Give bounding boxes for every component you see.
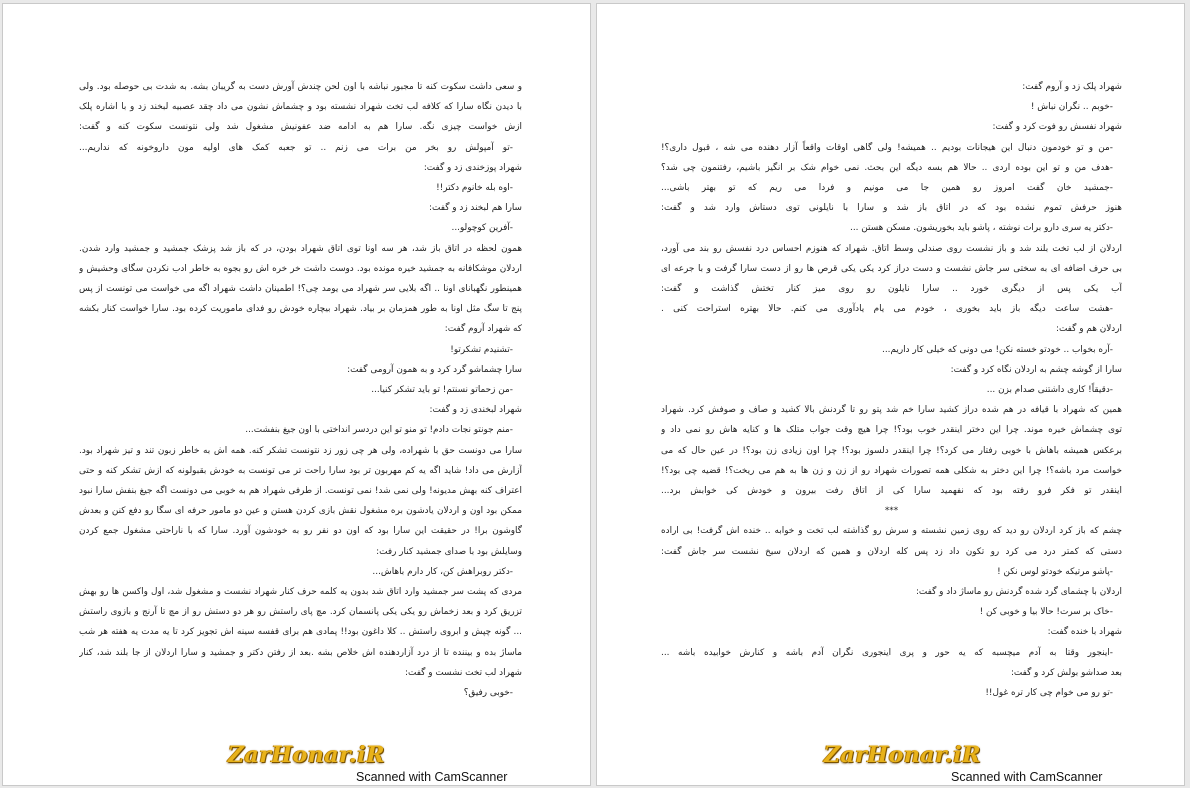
text-line: -دکتر یه سری دارو برات نوشته ، پاشو باید بخوریشون. مسکن هستن ...: [850, 223, 1113, 234]
text-line: -آره بخواب .. خودتو خسته نکن! می دونی که خیلی کار داریم...: [882, 344, 1113, 355]
text-line: -پاشو مرتیکه خودتو لوس نکن !: [997, 566, 1113, 577]
text-line: گاوشون برا! در حقیقت این سارا بود که اون دو نفر رو به خودشون آورد. سارا که با ناراحتی مشغول جمع کردن: [79, 526, 522, 537]
text-line: بعد صداشو بولش کرد و گفت:: [1010, 667, 1122, 678]
text-line: وسایلش بود با صدای جمشید کنار رفت:: [376, 546, 522, 557]
camscanner-footer: Scanned with CamScanner: [951, 770, 1103, 784]
text-line: اینقدر تو فکر فرو رفته بود که نفهمید سارا کی از اتاق رفت بیرون و خودش کی خوابش برد...: [661, 486, 1122, 497]
text-line: سارا از گوشه چشم به اردلان نگاه کرد و گفت:: [950, 364, 1122, 375]
text-line: -خاک بر سرت! حالا بیا و خوبی کن !: [979, 607, 1113, 618]
text-line: -اینجور وقتا به آدم میچسبه که یه حور و پری اینجوری نگران آدم باشه و کنارش خوابیده باشه ...: [661, 647, 1113, 658]
text-line: -جمشید خان گفت امروز رو همین جا می مونیم و فردا می ریم که تو بهتر باشی...: [661, 183, 1113, 194]
text-line: تزریق کرد و بعد زخماش رو یکی یکی پانسمان کرد. مچ پای راستش رو هر دو دستش رو از مچ تا آرنج و بازوی راستش: [79, 607, 522, 618]
text-line: -اوه بله خانوم دکتر!!: [436, 183, 513, 194]
page-text-left: [79, 77, 522, 703]
zarhonar-watermark-logo: ZarHonar.iR: [228, 742, 385, 768]
text-line: -هشت ساعت دیگه باز باید بخوری ، خودم می یام یادآوری می کنم. حالا بهتره استراحت کنی .: [661, 304, 1113, 315]
text-line: بی حرف اضافه ای به سختی سر جاش نشست و دست دراز کرد یکی یکی قرص ها رو از دست سارا گرفت و با جرعه ای: [661, 263, 1122, 274]
text-line: اردلان هم و گفت:: [1055, 324, 1122, 335]
text-line: شهراد لب تخت نشست و گفت:: [404, 667, 522, 678]
text-line: و سعی داشت سکوت کنه تا مجبور نباشه با اون لحن چندش آورش دست به گریبان بشه. به شدت بی حوصله بود. ولی: [79, 82, 522, 92]
text-line: پنج تا سگ مثل اونا به طور همزمان بر بیاد. شهراد بیچاره خودش رو فدای ماموریت کرده بود. سارا خواست کنار بکشه: [79, 304, 522, 315]
text-line: هنوز حرفش تموم نشده بود که در اتاق باز شد و سارا با نایلونی توی دستاش وارد شد و گفت:: [661, 203, 1122, 214]
text-line: -دقیقاً! کاری داشتنی صدام بزن ...: [986, 385, 1113, 396]
text-line: شهراد با خنده گفت:: [1047, 627, 1122, 638]
text-line: اردلان از لب تخت بلند شد و باز نشست روی صندلی وسط اتاق. شهراد که هنوزم احساس درد نفسش رو بند می آورد،: [661, 243, 1122, 254]
text-line: -تشنیدم تشکرتو!: [450, 344, 513, 355]
text-line: اعتراف کنه بهش مدیونه! ولی نمی شد! نمی تونست. از طرفی شهراد هم به خوبی می دونست اگه جیغ بنفش سارا نبود: [79, 486, 522, 497]
text-line: سارا می دونست حق با شهراده، ولی هر چی زور زد نتونست تشکر کنه. همه اش به خاطر زبون تند و تیز شهراد بود.: [79, 445, 522, 456]
zarhonar-watermark-logo: ZarHonar.iR: [824, 742, 981, 768]
document-page-left: [2, 3, 591, 786]
text-line: توی چشماش خیره موند. چرا این دختر اینقدر خوب بود؟! چرا هیچ وقت جواب متلک ها و کنایه هاش رو نمی داد و: [661, 425, 1122, 436]
text-line: همون لحظه در اتاق باز شد، هر سه اونا توی اتاق شهراد بودن، در که باز شد پزشک جمشید و جمشید وارد شدن.: [79, 243, 522, 254]
text-line: -تو آمپولش رو بخر من برات می زنم .. تو جعبه کمک های اولیه مون داروخونه که نداریم...: [79, 142, 513, 153]
text-line: شهراد لبخندی زد و گفت:: [429, 405, 522, 416]
document-page-right: [596, 3, 1185, 786]
text-line: چشم که باز کرد اردلان رو دید که روی زمین نشسته و سرش رو گذاشته لب تخت و خوابه .. خنده اش گرفت! بی اراده: [661, 526, 1122, 537]
text-line: -من زحماتو نسنتم! تو باید تشکر کنیا...: [371, 385, 513, 396]
text-line: آزارش می داد! شاید اگه یه کم مهربون تر بود سارا راحت تر می تونست به خودش بقبولونه که ازش تشکر کنه و حتی: [79, 465, 522, 476]
text-line: دستی که کمتر درد می کرد رو تکون داد زد پس کله اردلان و همین که اردلان سیخ نشست سر جاش گفت:: [661, 546, 1122, 557]
text-line: -آفرین کوچولو...: [451, 223, 513, 234]
text-line: ماساژ بده و بیننده تا از درد آزاردهنده اش خلاص بشه .بعد از رفتن دکتر و جمشید و سارا اردلان از جا بلند شد، کنار: [79, 647, 522, 658]
text-line: -تو رو می خوام چی کار تره غول!!: [985, 688, 1113, 699]
text-line: همینطور نگهبانای اونا .. اگه بلایی سر شهراد می یومد چی؟! اطمینان داشت شهراد اگه می خواست می تونست از پس: [79, 284, 522, 295]
text-line: مردی که پشت سر جمشید وارد اتاق شد بدون یه کلمه حرف کنار شهراد نشست و مشغول شد، اول واکسن ها رو بهش: [79, 587, 522, 598]
text-line: ***: [884, 506, 899, 517]
text-line: -خوبم .. نگران نباش !: [1030, 102, 1113, 113]
text-line: اردلان با چشمای گرد شده گردنش رو ماساژ داد و گفت:: [915, 587, 1122, 598]
text-line: برعکس همیشه باهاش با خوبی رفتار می کرد؟! چرا اینقدر دلسوز بود؟! چرا اون زیادی زن بود؟! در عین حال که می: [661, 445, 1122, 456]
text-line: همین که شهراد با قیافه در هم شده دراز کشید سارا خم شد پتو رو تا گردنش بالا کشید و صاف و صوفش کرد. شهراد: [661, 405, 1122, 416]
text-line: شهراد پوزخندی زد و گفت:: [423, 162, 522, 173]
text-line: ... گونه چپش و ابروی راستش .. کلا داغون بود!! پمادی هم برای قفسه سینه اش تجویز کرد تا یه مدت یه هفته هر شب: [79, 627, 522, 638]
text-line: سارا چشماشو گرد کرد و به همون آرومی گفت:: [347, 364, 522, 375]
text-line: اردلان موشکافانه به جمشید خیره مونده بود. دوست داشت خر خره اش رو بجوه به خاطر ادب نکردن سگای وحشیش و: [79, 263, 522, 274]
text-line: شهراد نفسش رو فوت کرد و گفت:: [992, 122, 1122, 133]
text-line: -منم جونتو نجات دادم! تو منو تو این دردسر انداختی با اون جیغ بنفشت...: [245, 425, 513, 436]
text-line: -دکتر روبراهش کن، کار دارم باهاش...: [372, 566, 513, 577]
camscanner-footer: Scanned with CamScanner: [356, 770, 508, 784]
text-line: با دیدن نگاه سارا که کلافه لب تخت شهراد نشسته بود و چشماش نشون می داد چقد عصبیه لبخند زد و با اشاره پلک: [79, 102, 522, 113]
text-line: خواست مرد باشه؟! چرا این دختر به شکلی همه تصورات شهراد رو از زن و زن ها به هم می ریخت؟! قضیه چی بود؟!: [661, 465, 1122, 476]
text-line: آب یکی پس از دیگری خورد .. سارا نایلون رو روی میز کنار تختش گذاشت و گفت:: [661, 284, 1122, 295]
text-line: که شهراد آروم گفت:: [444, 324, 522, 335]
text-line: شهراد پلک زد و آروم گفت:: [1022, 82, 1122, 92]
text-line: ازش خواست چیزی نگه. سارا هم به ادامه ضد عفونیش مشغول شد ولی نتونست سکوت کنه و گفت:: [79, 122, 522, 133]
page-text-right: [661, 77, 1122, 703]
text-line: ممکن بود اون و اردلان یادشون بره مشغول نقش بازی کردن هستن و عین دو مامور حرفه ای سگا رو دفع کنن و بعدش: [79, 506, 522, 517]
text-line: -خوبی رفیق؟: [463, 688, 513, 699]
text-line: سارا هم لبخند زد و گفت:: [429, 203, 522, 214]
text-line: -هدف من و تو این بوده اردی .. حالا هم بسه دیگه این بحث. نمی خوام شک بر انگیز باشیم، رفتنمون چی شد؟: [661, 162, 1113, 173]
text-line: -من و تو خودمون دنبال این هیجانات بودیم .. همیشه! ولی گاهی اوقات واقعاً آزار دهنده می شه ، قبول داری؟!: [661, 142, 1113, 153]
